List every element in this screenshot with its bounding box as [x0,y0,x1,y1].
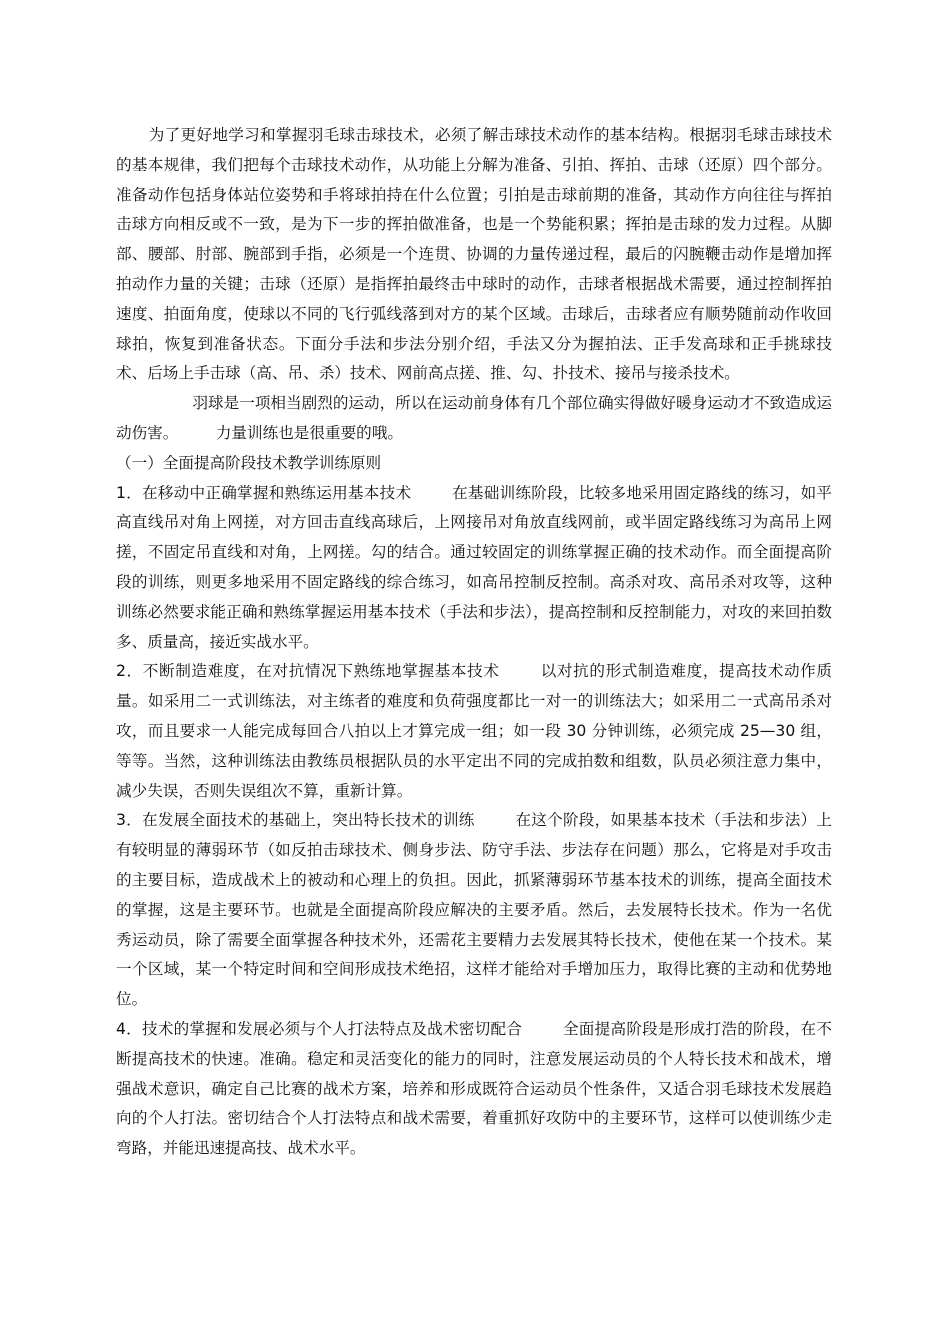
principle-3 [116,806,832,1015]
principle-1-heading: 1．在移动中正确掌握和熟练运用基本技术 [116,483,412,502]
document-body [116,121,832,1164]
principle-3-text: 在这个阶段，如果基本技术（手法和步法）上有较明显的薄弱环节（如反拍击球技术、侧身步法、防守手法、步法存在问题）那么，它将是对手攻击的主要目标，造成战术上的被动和心理上的负担。因此，抓紧薄弱环节基本技术的训练，提高全面技术的掌握，这是主要环节。也就是全面提高阶段应解决的主要矛盾。然后，去发展特长技术。作为一名优秀运动员，除了需要全面掌握各种技术外，还需花主要精力去发展其特长技术，使他在某一个技术。某一个区域，某一个特定时间和空间形成技术绝招，这样才能给对手增加压力，取得比赛的主动和优势地位。 [116,811,832,1009]
principle-4 [116,1015,832,1164]
section-heading: （一）全面提高阶段技术教学训练原则 [116,453,382,472]
principle-2-heading: 2．不断制造难度，在对抗情况下熟练地掌握基本技术 [116,662,500,681]
strength-training-text: 力量训练也是很重要的哦。 [215,423,403,442]
warmup-paragraph [116,389,832,449]
principle-4-heading: 4．技术的掌握和发展必须与个人打法特点及战术密切配合 [116,1019,523,1038]
intro-paragraph: 为了更好地学习和掌握羽毛球击球技术，必须了解击球技术动作的基本结构。根据羽毛球击球技术的基本规律，我们把每个击球技术动作，从功能上分解为准备、引拍、挥拍、击球（还原）四个部分。准备动作包括身体站位姿势和手将球拍持在什么位置；引拍是击球前期的准备，其动作方向往往与挥拍击球方向相反或不一致，是为下一步的挥拍做准备，也是一个势能积累；挥拍是击球的发力过程。从脚部、腰部、肘部、腕部到手指，必须是一个连贯、协调的力量传递过程，最后的闪腕鞭击动作是增加挥拍动作力量的关键；击球（还原）是指挥拍最终击中球时的动作，击球者根据战术需要，通过控制挥拍速度、拍面角度，使球以不同的飞行弧线落到对方的某个区域。击球后，击球者应有顺势随前动作收回球拍，恢复到准备状态。下面分手法和步法分别介绍，手法又分为握拍法、正手发高球和正手挑球技术、后场上手击球（高、吊、杀）技术、网前高点搓、推、勾、扑技术、接吊与接杀技术。 [116,126,832,383]
principle-4-text: 全面提高阶段是形成打浩的阶段，在不断提高技术的快速。准确。稳定和灵活变化的能力的同时，注意发展运动员的个人特长技术和战术，增强战术意识，确定自己比赛的战术方案，培养和形成既符合运动员个性条件，又适合羽毛球技术发展趋向的个人打法。密切结合个人打法特点和战术需要，着重抓好攻防中的主要环节，这样可以使训练少走弯路，并能迅速提高技、战术水平。 [116,1019,832,1158]
warmup-text: 羽球是一项相当剧烈的运动，所以在运动前身体有几个部位确实得做好暖身运动才不致造成运动伤害。 [116,394,832,442]
principle-2 [116,657,832,806]
principle-2-text: 以对抗的形式制造难度，提高技术动作质量。如采用二一式训练法，对主练者的难度和负荷强度都比一对一的训练法大；如采用二一式高吊杀对攻，而且要求一人能完成每回合八拍以上才算完成一组；如一段 30 分钟训练，必须完成 25—30 组，等等。当然，这种训练法由教练员根据队员的水平定出不同的完成拍数和组数，队员必须注意力集中，减少失误，否则失误组次不算，重新计算。 [116,662,832,800]
principle-3-heading: 3．在发展全面技术的基础上，突出特长技术的训练 [116,811,475,830]
principle-1 [116,479,832,658]
principle-1-text: 在基础训练阶段，比较多地采用固定路线的练习，如平高直线吊对角上网搓，对方回击直线高球后，上网接吊对角放直线网前，或半固定路线练习为高吊上网搓，不固定吊直线和对角，上网搓。勾的结合。通过较固定的训练掌握正确的技术动作。而全面提高阶段的训练，则更多地采用不固定路线的综合练习，如高吊控制反控制。高杀对攻、高吊杀对攻等，这种训练必然要求能正确和熟练掌握运用基本技术（手法和步法），提高控制和反控制能力，对攻的来回拍数多、质量高，接近实战水平。 [116,483,832,651]
